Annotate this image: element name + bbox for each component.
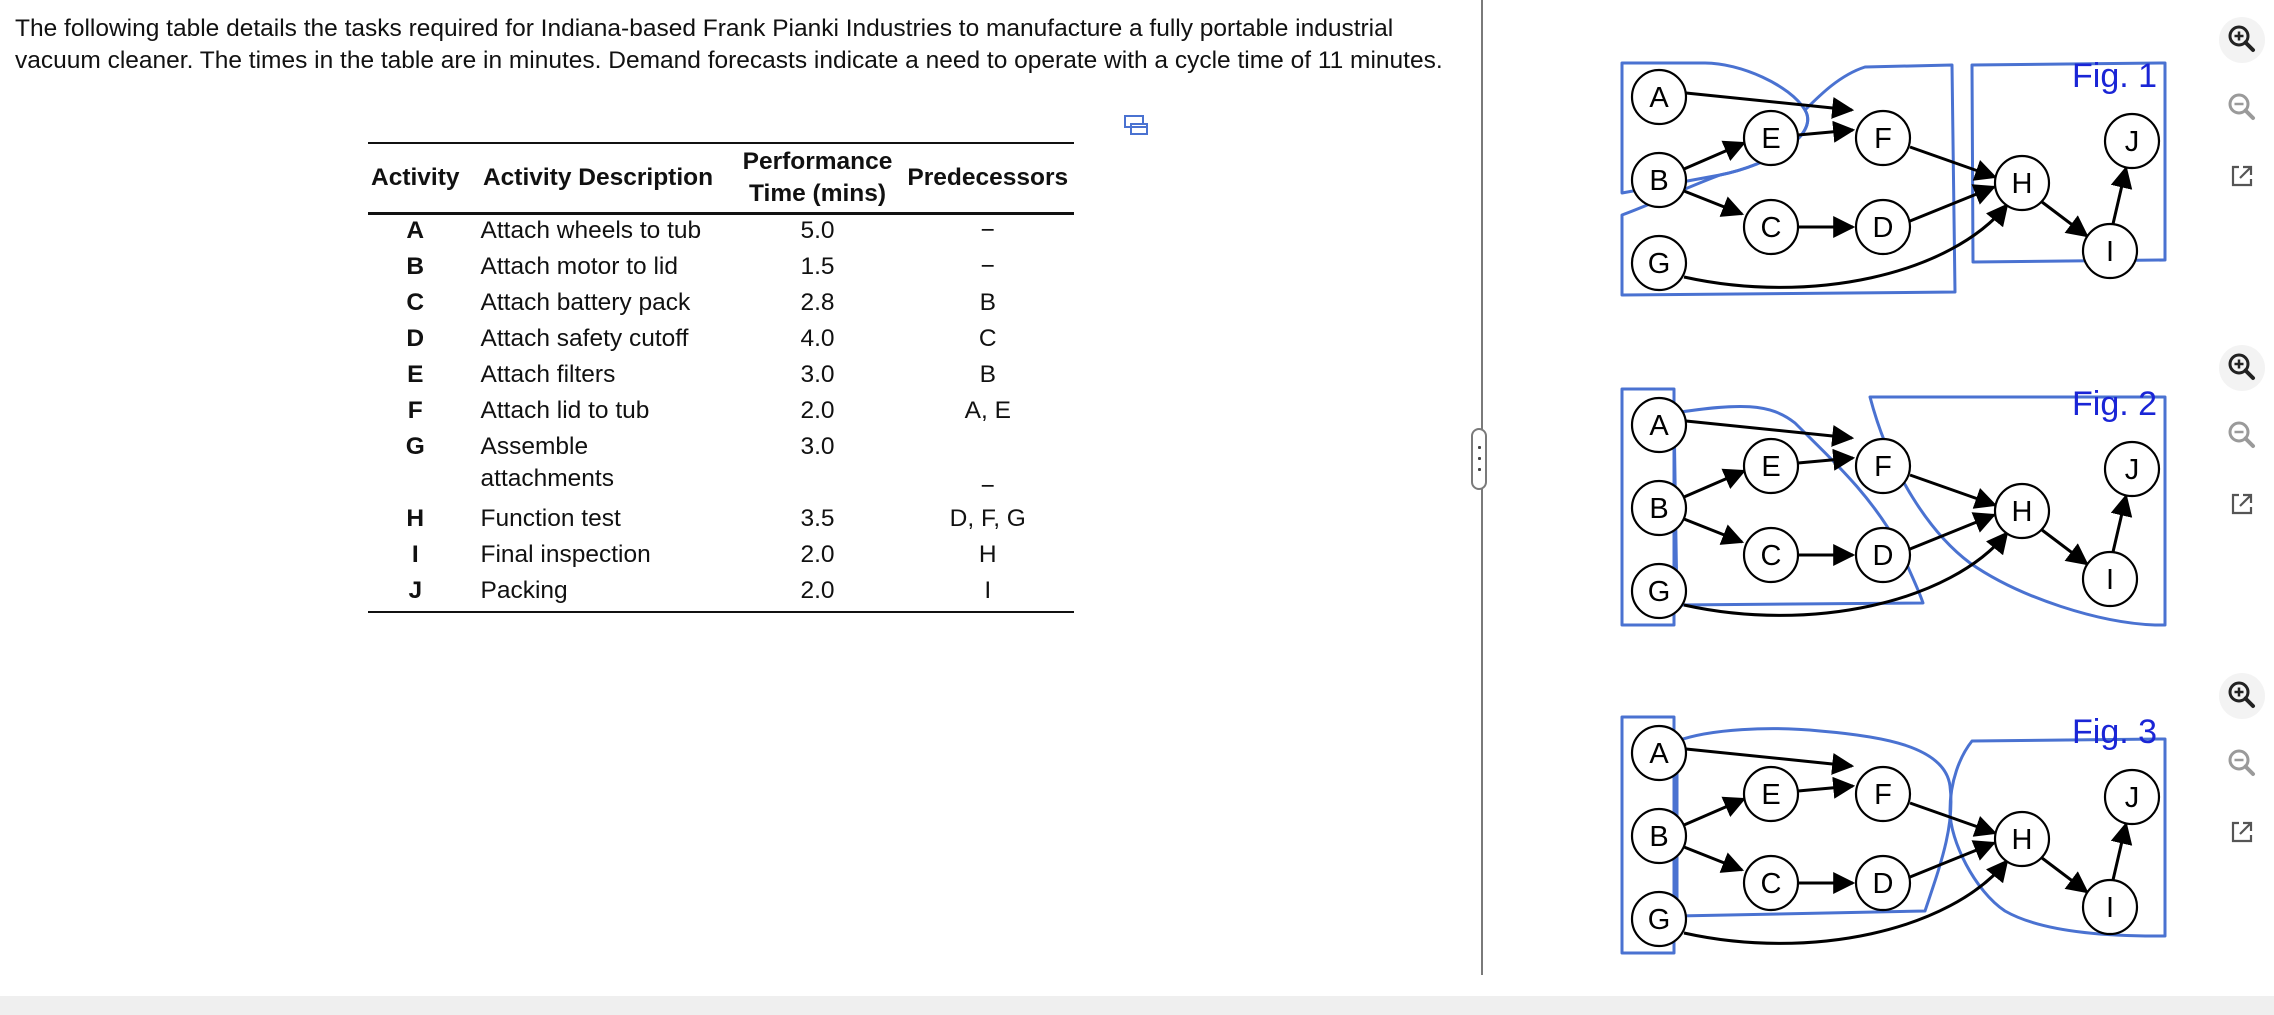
- edge-b-c: [1684, 847, 1742, 870]
- edge-b-e: [1684, 799, 1744, 825]
- description-cell: Attach safety cutoff: [480, 325, 689, 352]
- node-label: B: [1649, 165, 1669, 197]
- node-e: [1744, 767, 1798, 821]
- node-f: [1856, 439, 1910, 493]
- node-label: J: [2124, 126, 2140, 158]
- node-label: J: [2124, 454, 2140, 486]
- node-e: [1744, 439, 1798, 493]
- node-a: [1632, 726, 1686, 780]
- edge-e-f: [1798, 458, 1853, 463]
- open-external-icon[interactable]: [2218, 808, 2266, 856]
- edge-e-f: [1798, 130, 1853, 135]
- edge-i-j: [2113, 496, 2126, 552]
- figure-label: Fig. 2: [2072, 385, 2158, 423]
- node-h: [1995, 812, 2049, 866]
- node-c: [1744, 200, 1798, 254]
- node-i: [2083, 880, 2137, 934]
- node-label: F: [1874, 451, 1892, 483]
- figure-label: Fig. 3: [2072, 713, 2158, 751]
- node-label: B: [1649, 493, 1669, 525]
- time-cell: 4.0: [800, 325, 835, 352]
- node-f: [1856, 111, 1910, 165]
- node-label: I: [2105, 236, 2115, 268]
- predecessors-cell: −: [980, 253, 995, 280]
- activity-cell: E: [407, 361, 424, 388]
- time-cell: 5.0: [800, 217, 835, 244]
- description-cell: Attach motor to lid: [480, 253, 678, 280]
- predecessors-cell: −: [980, 473, 995, 500]
- time-cell: 2.0: [800, 397, 835, 424]
- header-time: [734, 143, 902, 214]
- activity-cell: J: [408, 577, 423, 604]
- node-label: J: [2124, 782, 2140, 814]
- open-external-icon[interactable]: [2218, 152, 2266, 200]
- figure-3: [1620, 711, 2180, 961]
- node-g: [1632, 564, 1686, 618]
- node-label: E: [1761, 451, 1781, 483]
- bottom-bar: [0, 996, 2274, 1015]
- node-d: [1856, 200, 1910, 254]
- time-cell: 1.5: [800, 253, 835, 280]
- predecessors-cell: D, F, G: [949, 505, 1026, 532]
- header-activity: Activity: [371, 164, 460, 191]
- node-j: [2105, 442, 2159, 496]
- expand-table-icon[interactable]: [1123, 113, 1149, 139]
- figure-1: [1620, 55, 2180, 305]
- node-label: H: [2011, 824, 2033, 856]
- table-row: [368, 287, 1074, 323]
- figure-label: Fig. 1: [2072, 57, 2158, 95]
- predecessors-cell: B: [979, 289, 996, 316]
- table-header-row: [368, 143, 1074, 214]
- table-row: [368, 214, 1074, 252]
- node-label: D: [1872, 212, 1894, 244]
- zoom-in-icon[interactable]: [2218, 344, 2266, 392]
- node-f: [1856, 767, 1910, 821]
- node-label: I: [2105, 892, 2115, 924]
- node-label: I: [2105, 564, 2115, 596]
- node-g: [1632, 892, 1686, 946]
- pane-resize-handle[interactable]: [1471, 428, 1487, 490]
- edge-b-e: [1684, 143, 1744, 169]
- node-b: [1632, 809, 1686, 863]
- node-label: H: [2011, 168, 2033, 200]
- node-label: G: [1647, 904, 1671, 936]
- node-a: [1632, 398, 1686, 452]
- open-external-icon[interactable]: [2218, 480, 2266, 528]
- node-b: [1632, 481, 1686, 535]
- description-line1: Assemble: [480, 433, 589, 460]
- node-g: [1632, 236, 1686, 290]
- node-j: [2105, 114, 2159, 168]
- node-h: [1995, 156, 2049, 210]
- description-cell: Attach battery pack: [480, 289, 691, 316]
- node-label: F: [1874, 123, 1892, 155]
- description-cell: Final inspection: [480, 541, 651, 568]
- node-e: [1744, 111, 1798, 165]
- node-label: D: [1872, 540, 1894, 572]
- edge-b-c: [1684, 191, 1742, 214]
- activity-cell: D: [406, 325, 425, 352]
- table-row: [368, 323, 1074, 359]
- table-row: [368, 575, 1074, 612]
- edge-a-f: [1686, 749, 1852, 766]
- header-predecessors: Predecessors: [907, 164, 1069, 191]
- node-label: F: [1874, 779, 1892, 811]
- edge-b-e: [1684, 471, 1744, 497]
- node-label: D: [1872, 868, 1894, 900]
- node-i: [2083, 552, 2137, 606]
- node-d: [1856, 856, 1910, 910]
- description-cell: Attach filters: [480, 361, 616, 388]
- edge-i-j: [2113, 824, 2126, 880]
- edge-a-f: [1686, 93, 1852, 110]
- time-cell: 3.0: [800, 433, 835, 460]
- node-label: A: [1649, 82, 1669, 114]
- activity-cell: B: [406, 253, 425, 280]
- edge-g-h: [1684, 861, 2007, 943]
- predecessors-cell: C: [978, 325, 997, 352]
- edge-b-c: [1684, 519, 1742, 542]
- activity-cell: G: [405, 433, 425, 460]
- table-row: [368, 503, 1074, 539]
- node-c: [1744, 856, 1798, 910]
- zoom-in-icon[interactable]: [2218, 672, 2266, 720]
- time-cell: 2.0: [800, 577, 835, 604]
- table-row: [368, 431, 1074, 503]
- edge-e-f: [1798, 786, 1853, 791]
- edge-d-h: [1910, 843, 1994, 877]
- question-text: The following table details the tasks required for Indiana-based Frank Pianki Industries to manufacture a fully portable industrial vacuum cleaner. The times in the table are in minutes. Demand forecasts indicate a need to operate with a cycle time of 11 minutes.: [15, 15, 1443, 74]
- node-j: [2105, 770, 2159, 824]
- edge-h-i: [2042, 858, 2087, 892]
- node-label: G: [1647, 576, 1671, 608]
- edge-a-f: [1686, 421, 1852, 438]
- node-label: G: [1647, 248, 1671, 280]
- zoom-out-icon[interactable]: [2218, 740, 2266, 788]
- table-row: [368, 359, 1074, 395]
- zoom-in-icon[interactable]: [2218, 16, 2266, 64]
- activity-table: [368, 142, 1074, 613]
- activity-cell: H: [406, 505, 425, 532]
- time-cell: 2.0: [800, 541, 835, 568]
- header-time-line1: Performance: [742, 148, 893, 175]
- time-cell: 3.5: [800, 505, 835, 532]
- edge-i-j: [2113, 168, 2126, 224]
- activity-cell: F: [407, 397, 423, 424]
- node-label: B: [1649, 821, 1669, 853]
- time-cell: 3.0: [800, 361, 835, 388]
- edge-f-h: [1910, 475, 1995, 505]
- zoom-out-icon[interactable]: [2218, 84, 2266, 132]
- description-line2: attachments: [480, 465, 614, 492]
- predecessors-cell: −: [980, 217, 995, 244]
- predecessors-cell: H: [978, 541, 997, 568]
- activity-cell: C: [406, 289, 425, 316]
- node-b: [1632, 153, 1686, 207]
- activity-cell: A: [406, 217, 425, 244]
- description-cell: Function test: [480, 505, 621, 532]
- table-row: [368, 539, 1074, 575]
- node-label: E: [1761, 123, 1781, 155]
- table-row: [368, 395, 1074, 431]
- node-label: C: [1760, 540, 1782, 572]
- node-i: [2083, 224, 2137, 278]
- edge-d-h: [1910, 187, 1994, 221]
- description-cell: [463, 431, 734, 503]
- time-cell: 2.8: [800, 289, 835, 316]
- figure-2: [1620, 383, 2180, 633]
- node-label: H: [2011, 496, 2033, 528]
- predecessors-cell: A, E: [964, 397, 1011, 424]
- node-c: [1744, 528, 1798, 582]
- header-time-line2: Time (mins): [748, 180, 887, 207]
- predecessors-cell: B: [979, 361, 996, 388]
- node-label: C: [1760, 868, 1782, 900]
- zoom-out-icon[interactable]: [2218, 412, 2266, 460]
- description-cell: Attach lid to tub: [480, 397, 650, 424]
- node-label: C: [1760, 212, 1782, 244]
- description-cell: Packing: [480, 577, 568, 604]
- table-row: [368, 251, 1074, 287]
- node-a: [1632, 70, 1686, 124]
- edge-d-h: [1910, 515, 1994, 549]
- edge-g-h: [1684, 205, 2007, 287]
- description-cell: Attach wheels to tub: [480, 217, 702, 244]
- edge-h-i: [2042, 530, 2087, 564]
- header-description: Activity Description: [482, 164, 714, 191]
- node-label: A: [1649, 410, 1669, 442]
- node-d: [1856, 528, 1910, 582]
- node-h: [1995, 484, 2049, 538]
- node-label: A: [1649, 738, 1669, 770]
- activity-cell: I: [411, 541, 419, 568]
- predecessors-cell: I: [984, 577, 992, 604]
- node-label: E: [1761, 779, 1781, 811]
- edge-h-i: [2042, 202, 2087, 236]
